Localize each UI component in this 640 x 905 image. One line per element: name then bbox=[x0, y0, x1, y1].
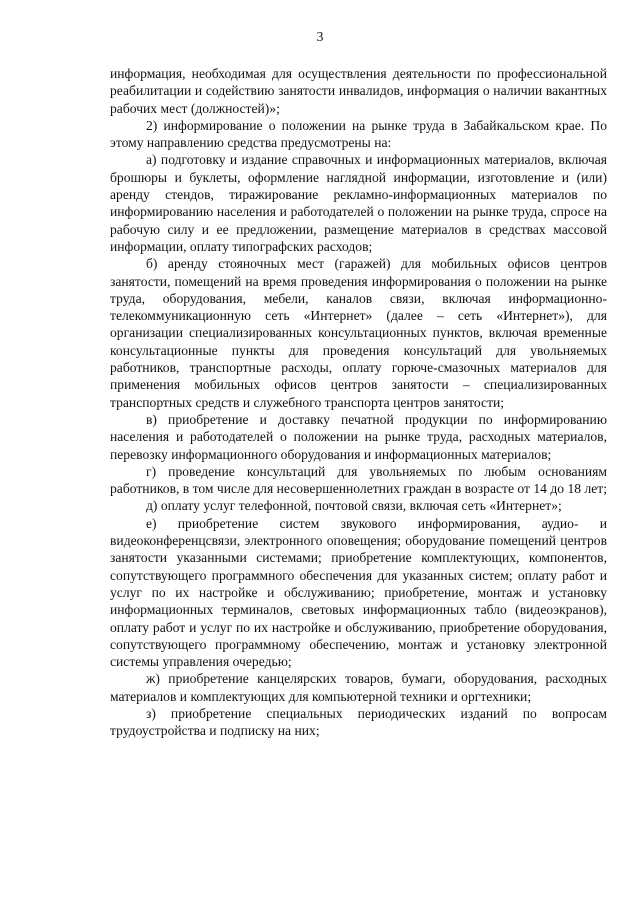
paragraph-item-b: б) аренду стояночных мест (гаражей) для мобильных офисов центров занятости, помещений на время проведения информирования о положении на рынке труда, оборудования, мебели, каналов связи, включая информационно-телекоммуникационную сеть «Интернет» (далее – сеть «Интернет»), для организации специализированных консультационных пунктов, включая временные консультационные пункты для проведения консультаций для увольняемых работников, транспортные расходы, оплату горюче-смазочных материалов для применения мобильных офисов центров занятости – специализированных транспортных средств и служебного транспорта центров занятости; bbox=[110, 256, 607, 410]
document-body bbox=[110, 65, 607, 740]
paragraph-item-d: д) оплату услуг телефонной, почтовой связи, включая сеть «Интернет»; bbox=[146, 498, 562, 514]
paragraph-continuation: информация, необходимая для осуществления деятельности по профессиональной реабилитации и содействию занятости инвалидов, информация о наличии вакантных рабочих мест (должностей)»; bbox=[110, 66, 607, 116]
paragraph-item-2: 2) информирование о положении на рынке труда в Забайкальском крае. По этому направлению средства предусмотрены на: bbox=[110, 117, 607, 151]
paragraph-item-z: з) приобретение специальных периодических изданий по вопросам трудоустройства и подписку на них; bbox=[110, 705, 607, 739]
paragraph-item-g: г) проведение консультаций для увольняемых по любым основаниям работников, в том числе для несовершеннолетних граждан в возрасте от 14 до 18 лет; bbox=[110, 463, 607, 497]
paragraph-item-a: а) подготовку и издание справочных и информационных материалов, включая брошюры и буклеты, оформление наглядной информации, изготовление и (или) аренду стендов, тиражирование рекламно-информационных материалов по информированию населения и работодателей о положении на рынке труда, спросе на рабочую силу и ее предложении, размещение материалов в средствах массовой информации, оплату типографских расходов; bbox=[110, 152, 607, 254]
page-number: 3 bbox=[316, 29, 324, 44]
paragraph-item-v: в) приобретение и доставку печатной продукции по информированию населения и работодателей о положении на рынке труда, расходных материалов, перевозку информационного оборудования и информационных материалов; bbox=[110, 411, 607, 462]
paragraph-item-e: е) приобретение систем звукового информирования, аудио- и видеоконференцсвязи, электронного оповещения; оборудование помещений центров занятости указанными системами; приобретение комплектующих, компонентов, сопутствующего программного обеспечения для указанных систем; оплату работ и услуг по их настройке и обслуживанию; приобретение, монтаж и установку информационных терминалов, световых информационных табло (видеоэкранов), оплату работ и услуг по их настройке и обслуживанию, приобретение оборудования, сопутствующего программному обеспечению, монтаж и установку электронной системы управления очередью; bbox=[110, 515, 607, 670]
paragraph-item-zh: ж) приобретение канцелярских товаров, бумаги, оборудования, расходных материалов и комплектующих для компьютерной техники и оргтехники; bbox=[110, 671, 607, 704]
